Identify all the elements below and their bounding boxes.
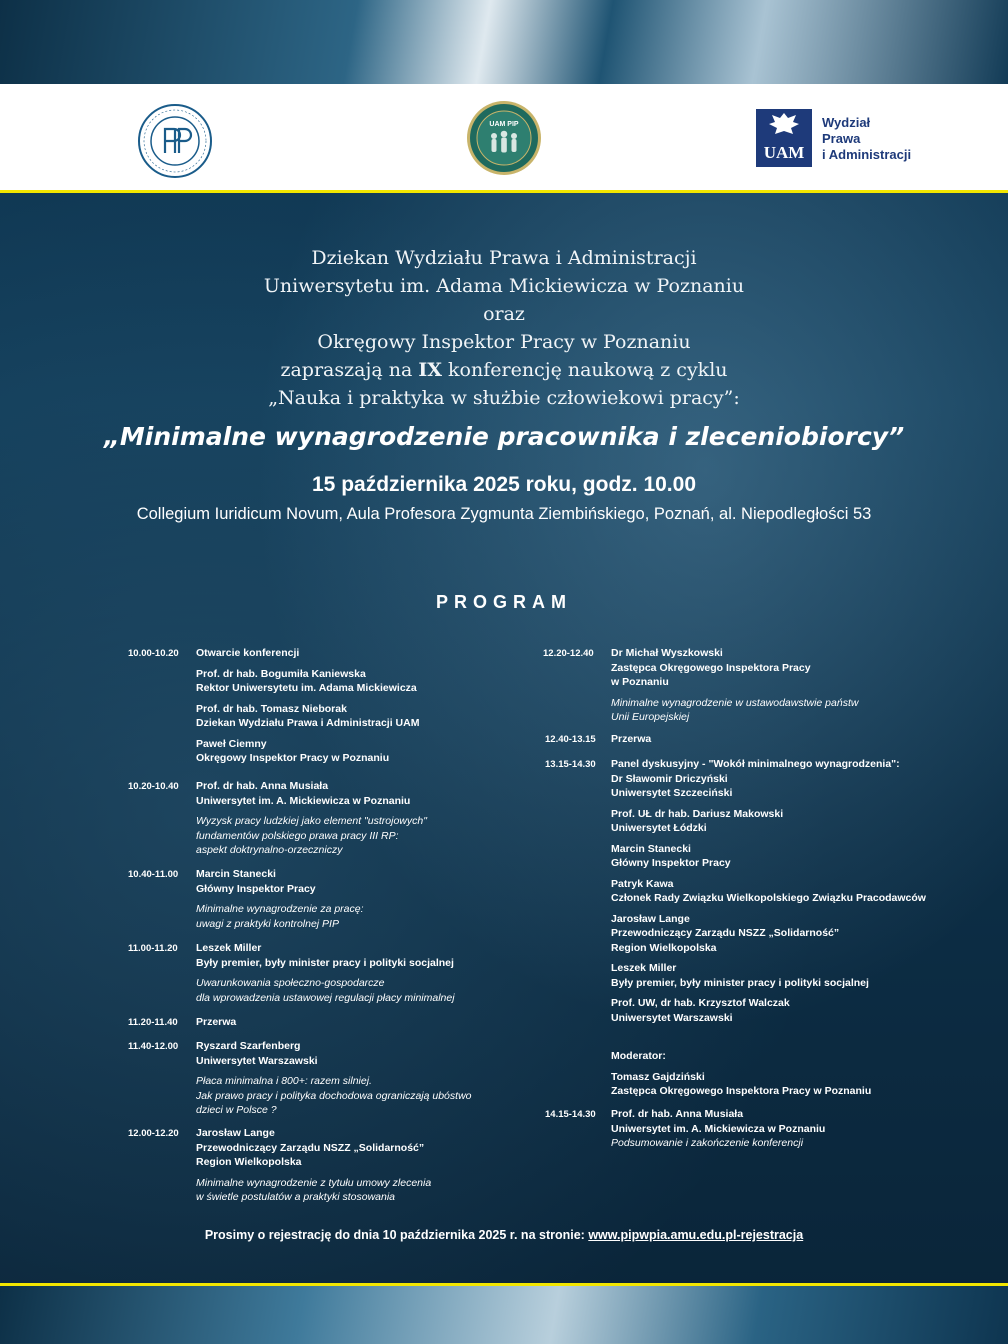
entry-body xyxy=(196,867,364,931)
speaker-affiliation: Uniwersytet Warszawski xyxy=(611,1011,733,1024)
entry-time: 12.20-12.40 xyxy=(543,648,594,659)
talk-title: dla wprowadzenia ustawowej regulacji płacy minimalnej xyxy=(196,991,455,1004)
intro-text: zapraszają na xyxy=(280,359,419,381)
conference-logo-text: UAM PIP xyxy=(489,121,519,128)
speaker-affiliation: w Poznaniu xyxy=(611,676,669,688)
entry-time: 11.40-12.00 xyxy=(128,1041,179,1052)
intro-line: oraz xyxy=(483,303,525,325)
speaker-name: Prof. dr hab. Anna Musiała xyxy=(611,1108,744,1120)
speaker-name: Jarosław Lange xyxy=(611,912,690,925)
entry-body xyxy=(196,1039,472,1118)
speaker-affiliation: Przewodniczący Zarządu NSZZ „Solidarność” xyxy=(611,927,840,939)
speaker-name: Jarosław Lange xyxy=(196,1127,275,1139)
panel-title: Panel dyskusyjny - "Wokół minimalnego wynagrodzenia": xyxy=(611,758,900,770)
talk-title: Podsumowanie i zakończenie konferencji xyxy=(611,1137,804,1149)
intro-line: Uniwersytetu im. Adama Mickiewicza w Poznaniu xyxy=(263,275,745,297)
entry-body xyxy=(196,646,419,766)
entry-body xyxy=(611,1049,871,1099)
talk-title: Uwarunkowania społeczno-gospodarcze xyxy=(196,977,385,989)
entry-body xyxy=(611,757,926,1025)
entry-body xyxy=(196,1126,431,1205)
conference-logo xyxy=(466,100,542,176)
intro-line: Dziekan Wydziału Prawa i Administracji xyxy=(311,247,697,269)
uam-logo-text xyxy=(822,115,942,163)
speaker-name: Prof. dr hab. Bogumiła Kaniewska xyxy=(196,667,366,680)
entry-time: 10.20-10.40 xyxy=(128,781,179,792)
speaker-affiliation: Były premier, były minister pracy i polityki socjalnej xyxy=(196,956,454,969)
break-label: Przerwa xyxy=(611,733,652,745)
entry-time: 10.40-11.00 xyxy=(128,869,179,880)
entry-time: 11.00-11.20 xyxy=(128,943,178,954)
speaker-affiliation: Dziekan Wydziału Prawa i Administracji UAM xyxy=(196,717,420,729)
entry-body xyxy=(611,732,651,747)
talk-title: Minimalne wynagrodzenie z tytułu umowy zlecenia xyxy=(196,1176,432,1189)
entry-body xyxy=(611,646,858,725)
program-heading: PROGRAM xyxy=(436,592,572,612)
speaker-affiliation: Okręgowy Inspektor Pracy w Poznaniu xyxy=(196,752,390,764)
yellow-divider-top xyxy=(0,190,1008,193)
speaker-affiliation: Główny Inspektor Pracy xyxy=(611,857,731,869)
talk-title: Wyzysk pracy ludzkiej jako element "ustrojowych" xyxy=(196,815,427,827)
entry-time: 14.15-14.30 xyxy=(545,1109,596,1120)
speaker-affiliation: Przewodniczący Zarządu NSZZ „Solidarność” xyxy=(196,1141,425,1154)
speaker-name: Ryszard Szarfenberg xyxy=(196,1040,301,1052)
talk-title: fundamentów polskiego prawa pracy III RP: xyxy=(196,829,399,842)
entry-body xyxy=(196,941,455,1005)
talk-title: aspekt doktrynalno-orzeczniczy xyxy=(196,844,343,856)
talk-title: uwagi z praktyki kontrolnej PIP xyxy=(196,917,339,930)
registration-link[interactable]: www.pipwpia.amu.edu.pl-rejestracja xyxy=(588,1228,804,1242)
entry-line: Otwarcie konferencji xyxy=(196,647,300,659)
registration-text: Prosimy o rejestrację do dnia 10 października 2025 r. na stronie: xyxy=(204,1228,589,1242)
speaker-name: Leszek Miller xyxy=(611,962,677,974)
speaker-affiliation: Zastępca Okręgowego Inspektora Pracy w Poznaniu xyxy=(611,1085,872,1097)
speaker-affiliation: Uniwersytet Łódzki xyxy=(611,822,707,834)
speaker-affiliation: Region Wielkopolska xyxy=(611,941,717,954)
uam-initials: UAM xyxy=(763,143,805,162)
speaker-name: Prof. UŁ dr hab. Dariusz Makowski xyxy=(611,807,784,820)
moderator-label: Moderator: xyxy=(611,1050,666,1062)
uam-logo-line: i Administracji xyxy=(822,147,912,162)
top-decorative-band xyxy=(0,0,1008,84)
intro-line xyxy=(0,356,1008,384)
speaker-name: Prof. dr hab. Anna Musiała xyxy=(196,780,329,792)
entry-time: 10.00-10.20 xyxy=(128,648,179,659)
intro-line: „Nauka i praktyka w służbie człowiekowi pracy”: xyxy=(268,387,740,409)
speaker-affiliation: Region Wielkopolska xyxy=(196,1156,302,1168)
entry-time: 11.20-11.40 xyxy=(128,1017,178,1028)
speaker-name: Paweł Ciemny xyxy=(196,737,267,750)
uam-logo-line: Prawa xyxy=(822,131,861,146)
speaker-affiliation: Uniwersytet im. A. Mickiewicza w Poznaniu xyxy=(196,794,411,807)
intro-text: konferencję naukową z cyklu xyxy=(441,359,728,381)
entry-body xyxy=(611,1107,825,1151)
speaker-name: Marcin Stanecki xyxy=(196,868,276,880)
talk-title: Płaca minimalna i 800+: razem silniej. xyxy=(196,1075,372,1087)
speaker-name: Patryk Kawa xyxy=(611,877,674,890)
speaker-affiliation: Główny Inspektor Pracy xyxy=(196,882,316,895)
speaker-affiliation: Uniwersytet Warszawski xyxy=(196,1054,318,1067)
speaker-name: Marcin Stanecki xyxy=(611,842,691,855)
entry-time: 13.15-14.30 xyxy=(545,759,596,770)
edition-number: IX xyxy=(418,359,442,381)
registration-note xyxy=(0,1228,1008,1242)
entry-body xyxy=(196,779,427,858)
invitation-intro xyxy=(0,244,1008,412)
uam-emblem xyxy=(756,109,812,167)
speaker-name: Dr Michał Wyszkowski xyxy=(611,647,723,659)
speaker-affiliation: Zastępca Okręgowego Inspektora Pracy xyxy=(611,661,811,674)
uam-logo-line: Wydział xyxy=(822,115,871,130)
intro-line: Okręgowy Inspektor Pracy w Poznaniu xyxy=(317,331,691,353)
speaker-name: Leszek Miller xyxy=(196,942,262,954)
speaker-name: Prof. dr hab. Tomasz Nieborak xyxy=(196,702,347,715)
talk-title: Minimalne wynagrodzenie w ustawodawstwie państw xyxy=(611,696,859,709)
speaker-affiliation: Uniwersytet Szczeciński xyxy=(611,787,733,799)
speaker-name: Dr Sławomir Driczyński xyxy=(611,772,728,785)
talk-title: dzieci w Polsce ? xyxy=(196,1104,277,1116)
conference-date: 15 października 2025 roku, godz. 10.00 xyxy=(312,473,696,496)
speaker-affiliation: Rektor Uniwersytetu im. Adama Mickiewicza xyxy=(196,682,417,694)
entry-time: 12.00-12.20 xyxy=(128,1128,179,1139)
talk-title: w świetle postulatów a praktyki stosowania xyxy=(196,1191,396,1203)
entry-body xyxy=(196,1015,236,1030)
break-label: Przerwa xyxy=(196,1016,237,1028)
speaker-affiliation: Były premier, były minister pracy i polityki socjalnej xyxy=(611,976,869,989)
conference-venue: Collegium Iuridicum Novum, Aula Profesora Zygmunta Ziembińskiego, Poznań, al. Niepodległości 53 xyxy=(136,505,872,523)
bottom-decorative-band xyxy=(0,1286,1008,1344)
speaker-affiliation: Uniwersytet im. A. Mickiewicza w Poznaniu xyxy=(611,1122,826,1135)
speaker-name: Tomasz Gajdziński xyxy=(611,1070,705,1083)
talk-title: Minimalne wynagrodzenie za pracę: xyxy=(196,903,364,915)
eagle-icon xyxy=(756,109,812,139)
entry-time: 12.40-13.15 xyxy=(545,734,596,745)
speaker-affiliation: Członek Rady Związku Wielkopolskiego Związku Pracodawców xyxy=(611,892,926,904)
talk-title: Unii Europejskiej xyxy=(611,711,690,723)
conference-title: „Minimalne wynagrodzenie pracownika i zleceniobiorcy” xyxy=(103,422,905,451)
speaker-name: Prof. UW, dr hab. Krzysztof Walczak xyxy=(611,997,790,1009)
talk-title: Jak prawo pracy i polityka dochodowa ograniczają ubóstwo xyxy=(196,1089,472,1102)
pip-logo xyxy=(137,103,213,179)
